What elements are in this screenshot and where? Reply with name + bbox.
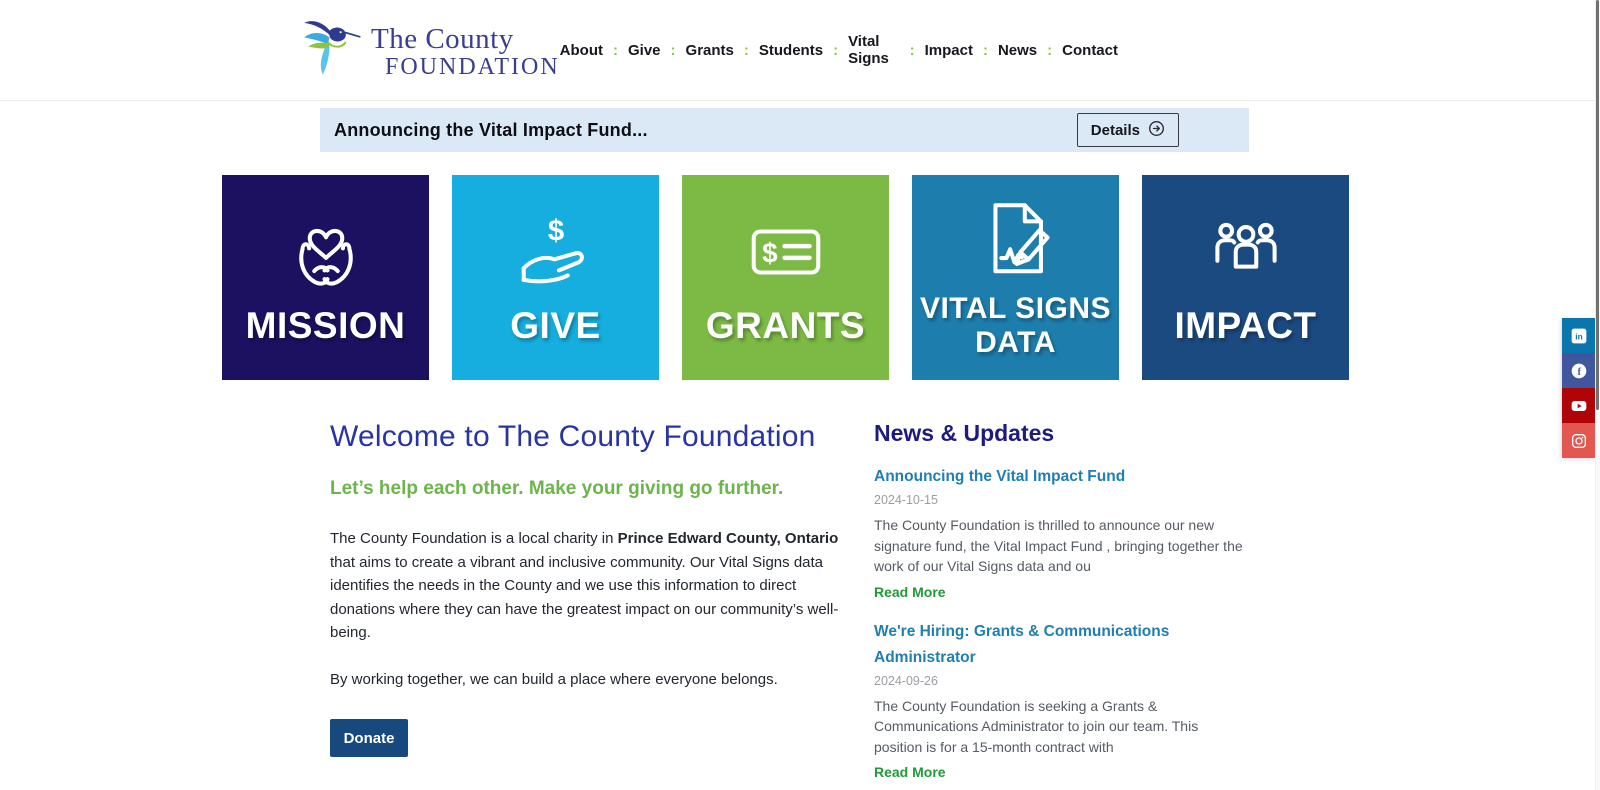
news-item xyxy=(874,464,1248,602)
nav-separator: : xyxy=(909,41,915,59)
nav-item-contact[interactable]: Contact xyxy=(1062,41,1118,59)
welcome-subtitle: Let’s help each other. Make your giving go further. xyxy=(330,478,784,499)
donate-button[interactable]: Donate xyxy=(330,719,408,757)
nav-item-about[interactable]: About xyxy=(559,41,603,59)
news-item-date: 2024-09-26 xyxy=(874,673,938,688)
announcement-text: Announcing the Vital Impact Fund... xyxy=(334,119,648,140)
intro-text: that aims to create a vibrant and inclusive community. Our Vital Signs data identifies the needs in the County and we use this information to direct donations where they can have the greatest impact on our community’s well-being. xyxy=(330,553,839,641)
report-pencil-icon xyxy=(972,195,1060,288)
tile-grants-label: GRANTS xyxy=(705,305,866,347)
site-header xyxy=(0,0,1600,101)
svg-text:$: $ xyxy=(761,237,778,269)
nav-item-vital-signs[interactable]: Vital Signs xyxy=(848,33,889,67)
nav-item-news[interactable]: News xyxy=(997,41,1038,59)
closing-paragraph: By working together, we can build a place where everyone belongs. xyxy=(330,670,778,688)
news-item-title[interactable]: We're Hiring: Grants & Communications Administrator xyxy=(874,622,1170,666)
cheque-icon xyxy=(742,208,830,301)
news-item-excerpt: The County Foundation is seeking a Grants & Communications Administrator to join our team. This position is for a 15-month contract with xyxy=(874,697,1199,755)
facebook-icon[interactable] xyxy=(1562,353,1595,388)
hummingbird-logo-icon xyxy=(303,17,369,84)
people-group-icon xyxy=(1202,208,1290,301)
linkedin-icon[interactable] xyxy=(1562,318,1595,353)
scrollbar-thumb[interactable] xyxy=(1596,0,1599,410)
svg-text:f: f xyxy=(1577,366,1581,378)
announcement-banner xyxy=(320,108,1249,152)
social-rail xyxy=(1562,318,1595,458)
nav-item-grants[interactable]: Grants xyxy=(685,41,734,59)
quick-link-tiles xyxy=(222,175,1600,380)
main-nav xyxy=(560,33,1118,67)
youtube-icon[interactable] xyxy=(1562,388,1595,423)
intro-paragraph xyxy=(330,527,845,645)
news-section xyxy=(874,420,1248,782)
news-heading: News & Updates xyxy=(874,420,1055,446)
tile-mission-label: MISSION xyxy=(245,305,406,347)
tile-grants[interactable] xyxy=(682,175,889,380)
nav-separator: : xyxy=(833,41,839,59)
intro-bold-text: Prince Edward County, Ontario xyxy=(617,530,839,547)
brand-wordmark xyxy=(371,22,560,80)
scrollbar-track[interactable] xyxy=(1595,0,1600,790)
news-item-date: 2024-10-15 xyxy=(874,493,938,507)
main-content xyxy=(330,420,1600,782)
welcome-section xyxy=(330,420,845,782)
brand-line1: The County xyxy=(371,22,514,55)
brand-line2: FOUNDATION xyxy=(385,53,560,80)
tile-mission[interactable] xyxy=(222,175,429,380)
tile-vital-signs-data-label: VITAL SIGNS DATA xyxy=(919,292,1112,359)
nav-separator: : xyxy=(982,41,988,59)
nav-separator: : xyxy=(670,41,676,59)
svg-text:in: in xyxy=(1574,331,1583,342)
nav-item-give[interactable]: Give xyxy=(628,41,661,59)
page-title: Welcome to The County Foundation xyxy=(330,420,816,453)
nav-separator: : xyxy=(743,41,749,59)
instagram-icon[interactable] xyxy=(1562,423,1595,458)
nav-separator: : xyxy=(613,41,618,59)
details-button[interactable] xyxy=(1077,113,1179,147)
svg-text:$: $ xyxy=(547,214,564,248)
hands-holding-heart-icon xyxy=(282,208,370,301)
nav-item-impact[interactable]: Impact xyxy=(924,41,973,59)
logo-link[interactable] xyxy=(303,17,560,84)
news-item xyxy=(874,619,1248,783)
tile-give[interactable] xyxy=(452,175,659,380)
details-button-label: Details xyxy=(1090,121,1140,139)
nav-item-students[interactable]: Students xyxy=(758,41,824,59)
read-more-link[interactable]: Read More xyxy=(874,583,946,600)
tile-impact-label: IMPACT xyxy=(1174,305,1317,347)
arrow-circle-icon xyxy=(1148,120,1165,141)
nav-separator: : xyxy=(1047,41,1053,59)
hand-dollar-icon xyxy=(512,208,600,301)
read-more-link[interactable]: Read More xyxy=(874,764,946,780)
news-item-excerpt: The County Foundation is thrilled to announce our new signature fund, the Vital Impact Fund , bringing together the work of our Vital Signs data and ou xyxy=(874,517,1243,574)
tile-give-label: GIVE xyxy=(510,305,601,347)
news-item-title[interactable]: Announcing the Vital Impact Fund xyxy=(874,468,1126,485)
intro-text: The County Foundation is a local charity in xyxy=(330,530,618,547)
tile-impact[interactable] xyxy=(1142,175,1349,380)
tile-vital-signs-data[interactable] xyxy=(912,175,1119,380)
